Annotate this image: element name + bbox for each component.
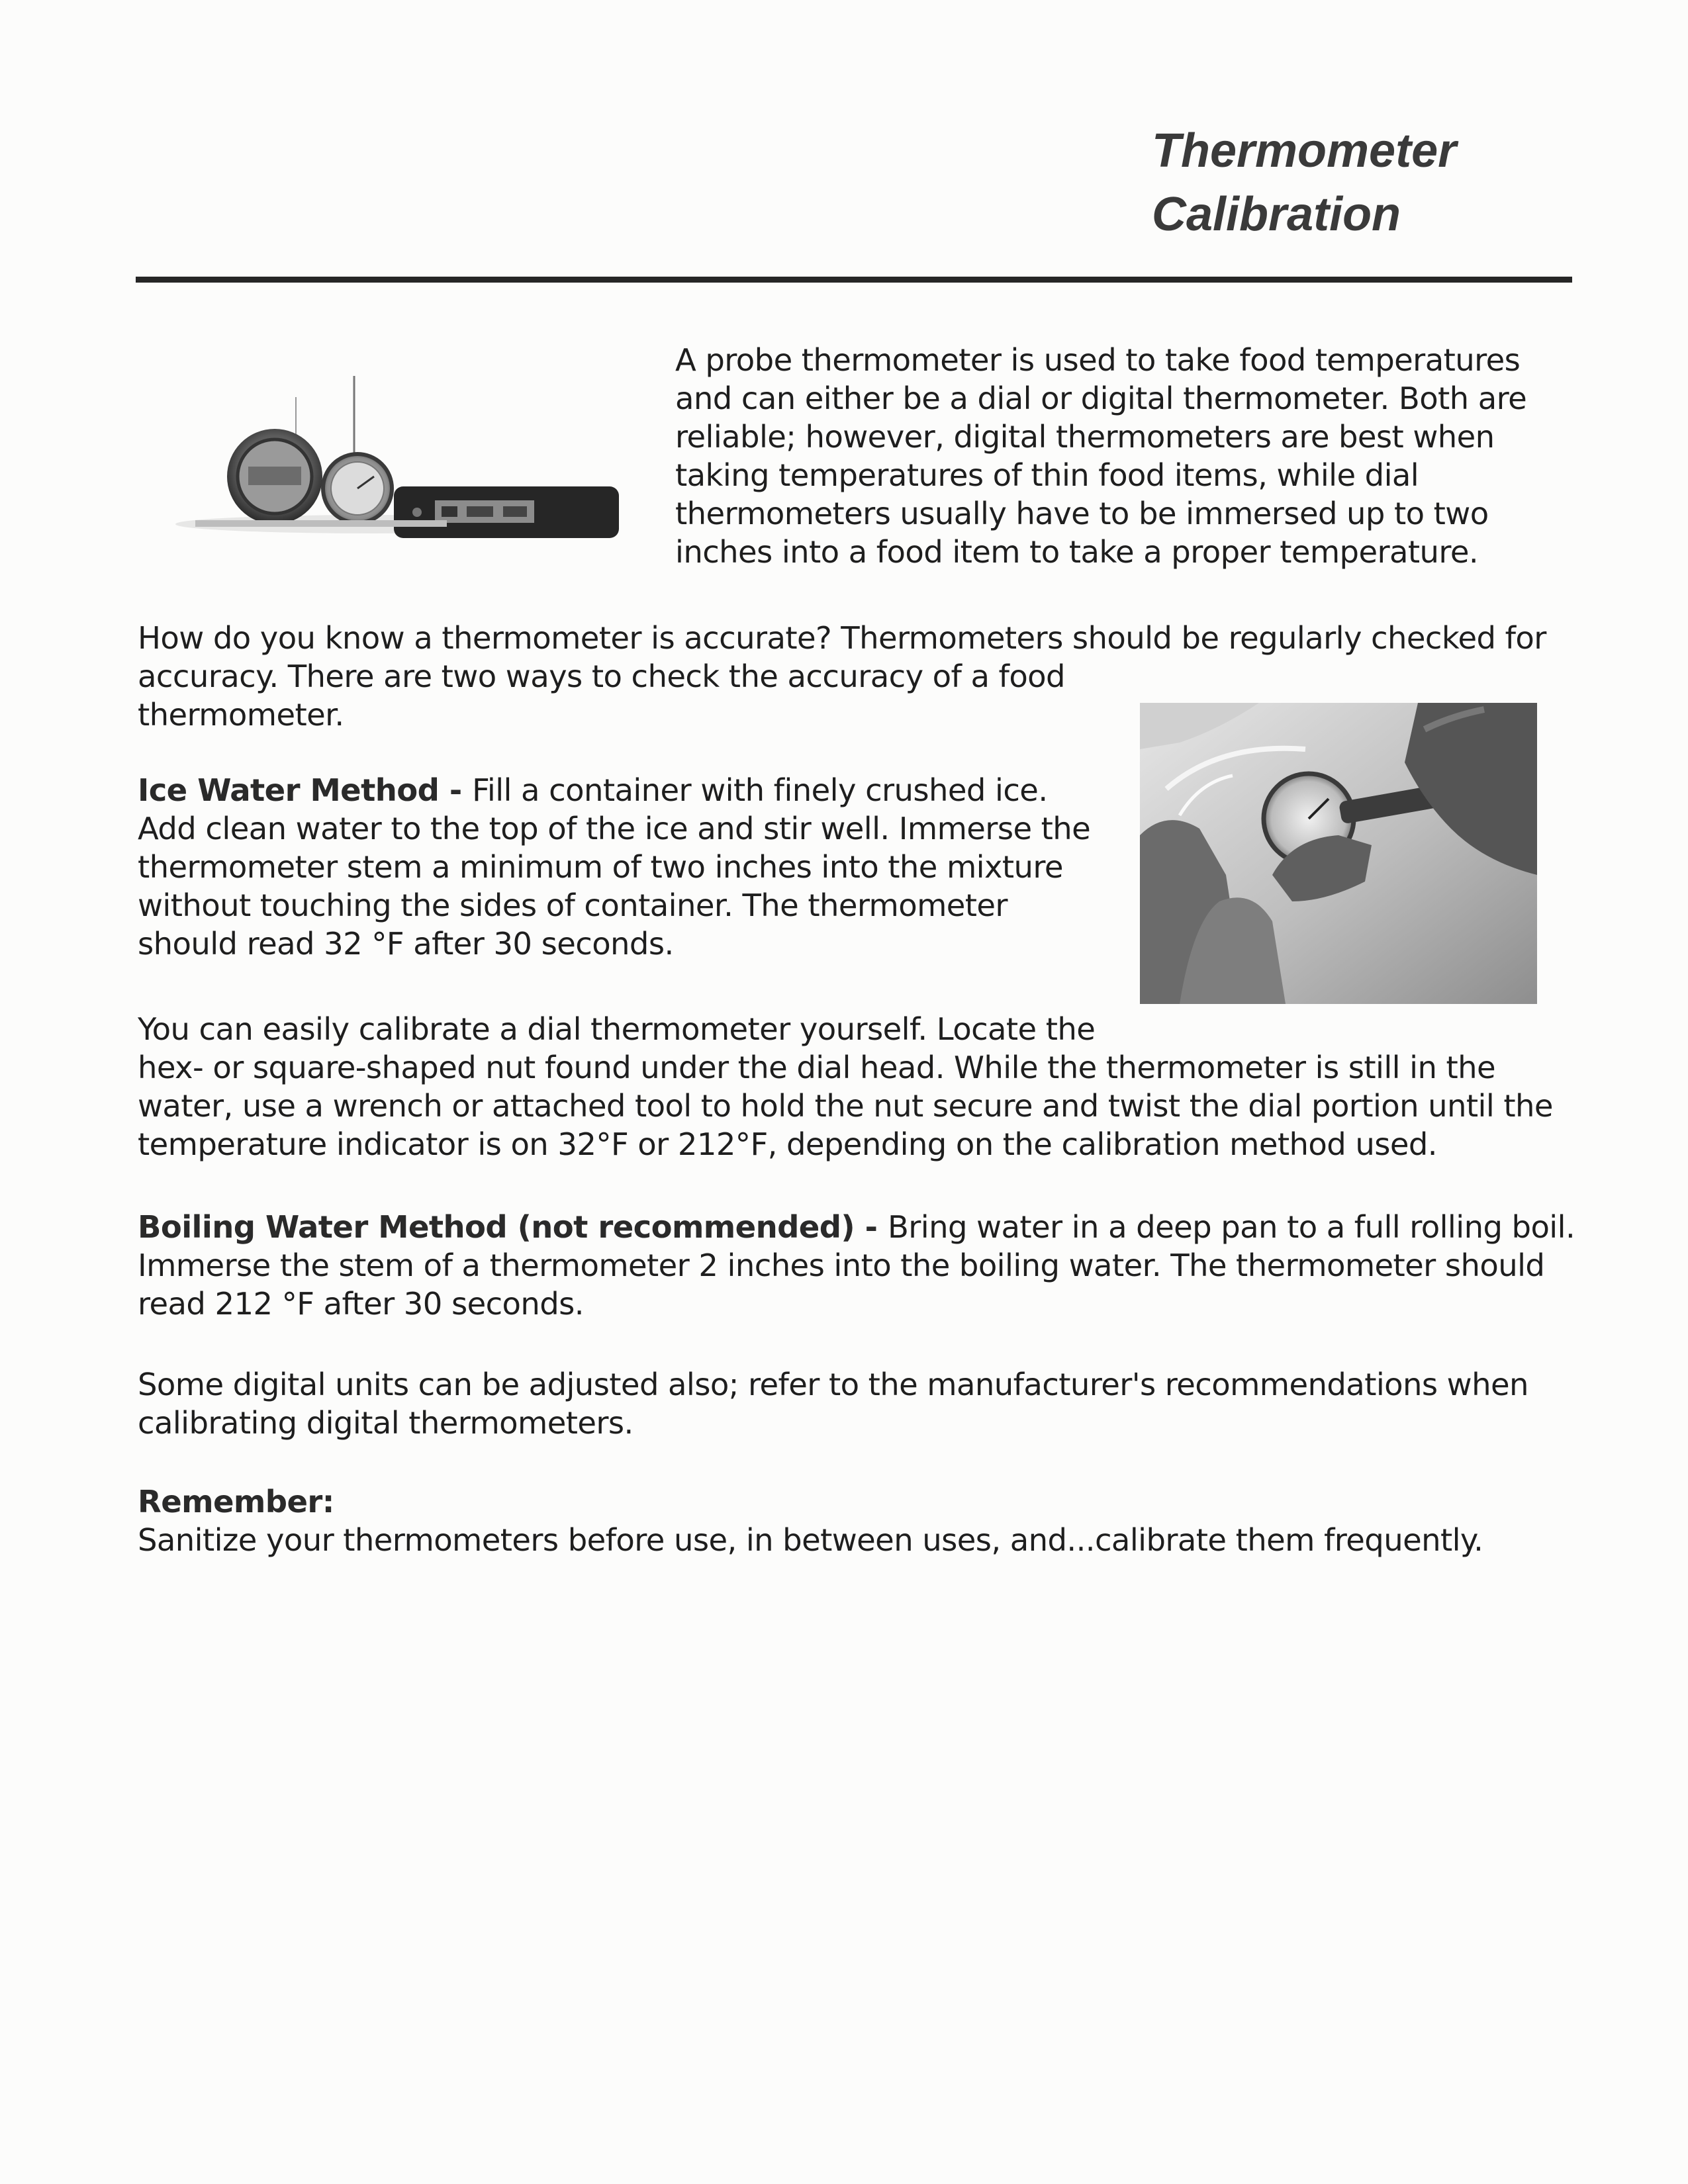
text-line: calibrating digital thermometers. (138, 1405, 633, 1441)
text-line: Immerse the stem of a thermometer 2 inches into the boiling water. The thermometer should (138, 1248, 1545, 1283)
text-line: should read 32 °F after 30 seconds. (138, 926, 674, 962)
ice-water-calibration-photo (1140, 703, 1537, 1004)
text-line: You can easily calibrate a dial thermometer yourself. Locate the (138, 1011, 1096, 1047)
text-line: read 212 °F after 30 seconds. (138, 1286, 584, 1322)
text-line: thermometer. (138, 697, 344, 733)
ice-water-method-heading: Ice Water Method (138, 772, 440, 808)
calibrate-paragraph (138, 1010, 1553, 1163)
title-line: Thermometer (1152, 124, 1457, 177)
remember-text: Sanitize your thermometers before use, in between uses, and...calibrate them frequently. (138, 1522, 1483, 1558)
text-line: inches into a food item to take a proper temperature. (675, 534, 1479, 570)
ice-water-method-paragraph (138, 771, 1090, 963)
text-line: without touching the sides of container. The thermometer (138, 887, 1008, 923)
title-divider (136, 277, 1572, 283)
text-line (138, 1208, 1575, 1246)
text-line: A probe thermometer is used to take food temperatures (675, 342, 1521, 378)
text-line: Add clean water to the top of the ice and stir well. Immerse the (138, 811, 1091, 846)
heading-separator: - (855, 1209, 888, 1245)
text-line: water, use a wrench or attached tool to hold the nut secure and twist the dial portion until the (138, 1088, 1553, 1124)
probe-thermometers-photo (175, 371, 639, 563)
digital-units-paragraph (138, 1365, 1528, 1442)
text-line: thermometer stem a minimum of two inches into the mixture (138, 849, 1063, 885)
text-line: accuracy. There are two ways to check the accuracy of a food (138, 659, 1065, 694)
remember-heading: Remember: (138, 1484, 334, 1520)
boiling-water-method-paragraph (138, 1208, 1575, 1323)
text-line (138, 771, 1090, 809)
text-line: and can either be a dial or digital thermometer. Both are (675, 381, 1527, 416)
text-line: taking temperatures of thin food items, while dial (675, 457, 1419, 493)
boiling-water-method-heading: Boiling Water Method (not recommended) (138, 1209, 855, 1245)
text-line: hex- or square-shaped nut found under the dial head. While the thermometer is still in the (138, 1050, 1496, 1085)
text-line: Some digital units can be adjusted also; refer to the manufacturer's recommendations when (138, 1367, 1528, 1402)
text-line: How do you know a thermometer is accurate? Thermometers should be regularly checked for (138, 620, 1546, 656)
remember-paragraph (138, 1482, 1483, 1559)
text-run: Fill a container with finely crushed ice. (472, 772, 1048, 808)
text-line: reliable; however, digital thermometers are best when (675, 419, 1495, 455)
page-title (1152, 119, 1456, 246)
title-line: Calibration (1152, 188, 1401, 241)
intro-paragraph (675, 341, 1526, 571)
text-line: thermometers usually have to be immersed up to two (675, 496, 1489, 531)
text-line: temperature indicator is on 32°F or 212°F, depending on the calibration method used. (138, 1126, 1437, 1162)
text-run: Bring water in a deep pan to a full rolling boil. (887, 1209, 1575, 1245)
heading-separator: - (439, 772, 473, 808)
